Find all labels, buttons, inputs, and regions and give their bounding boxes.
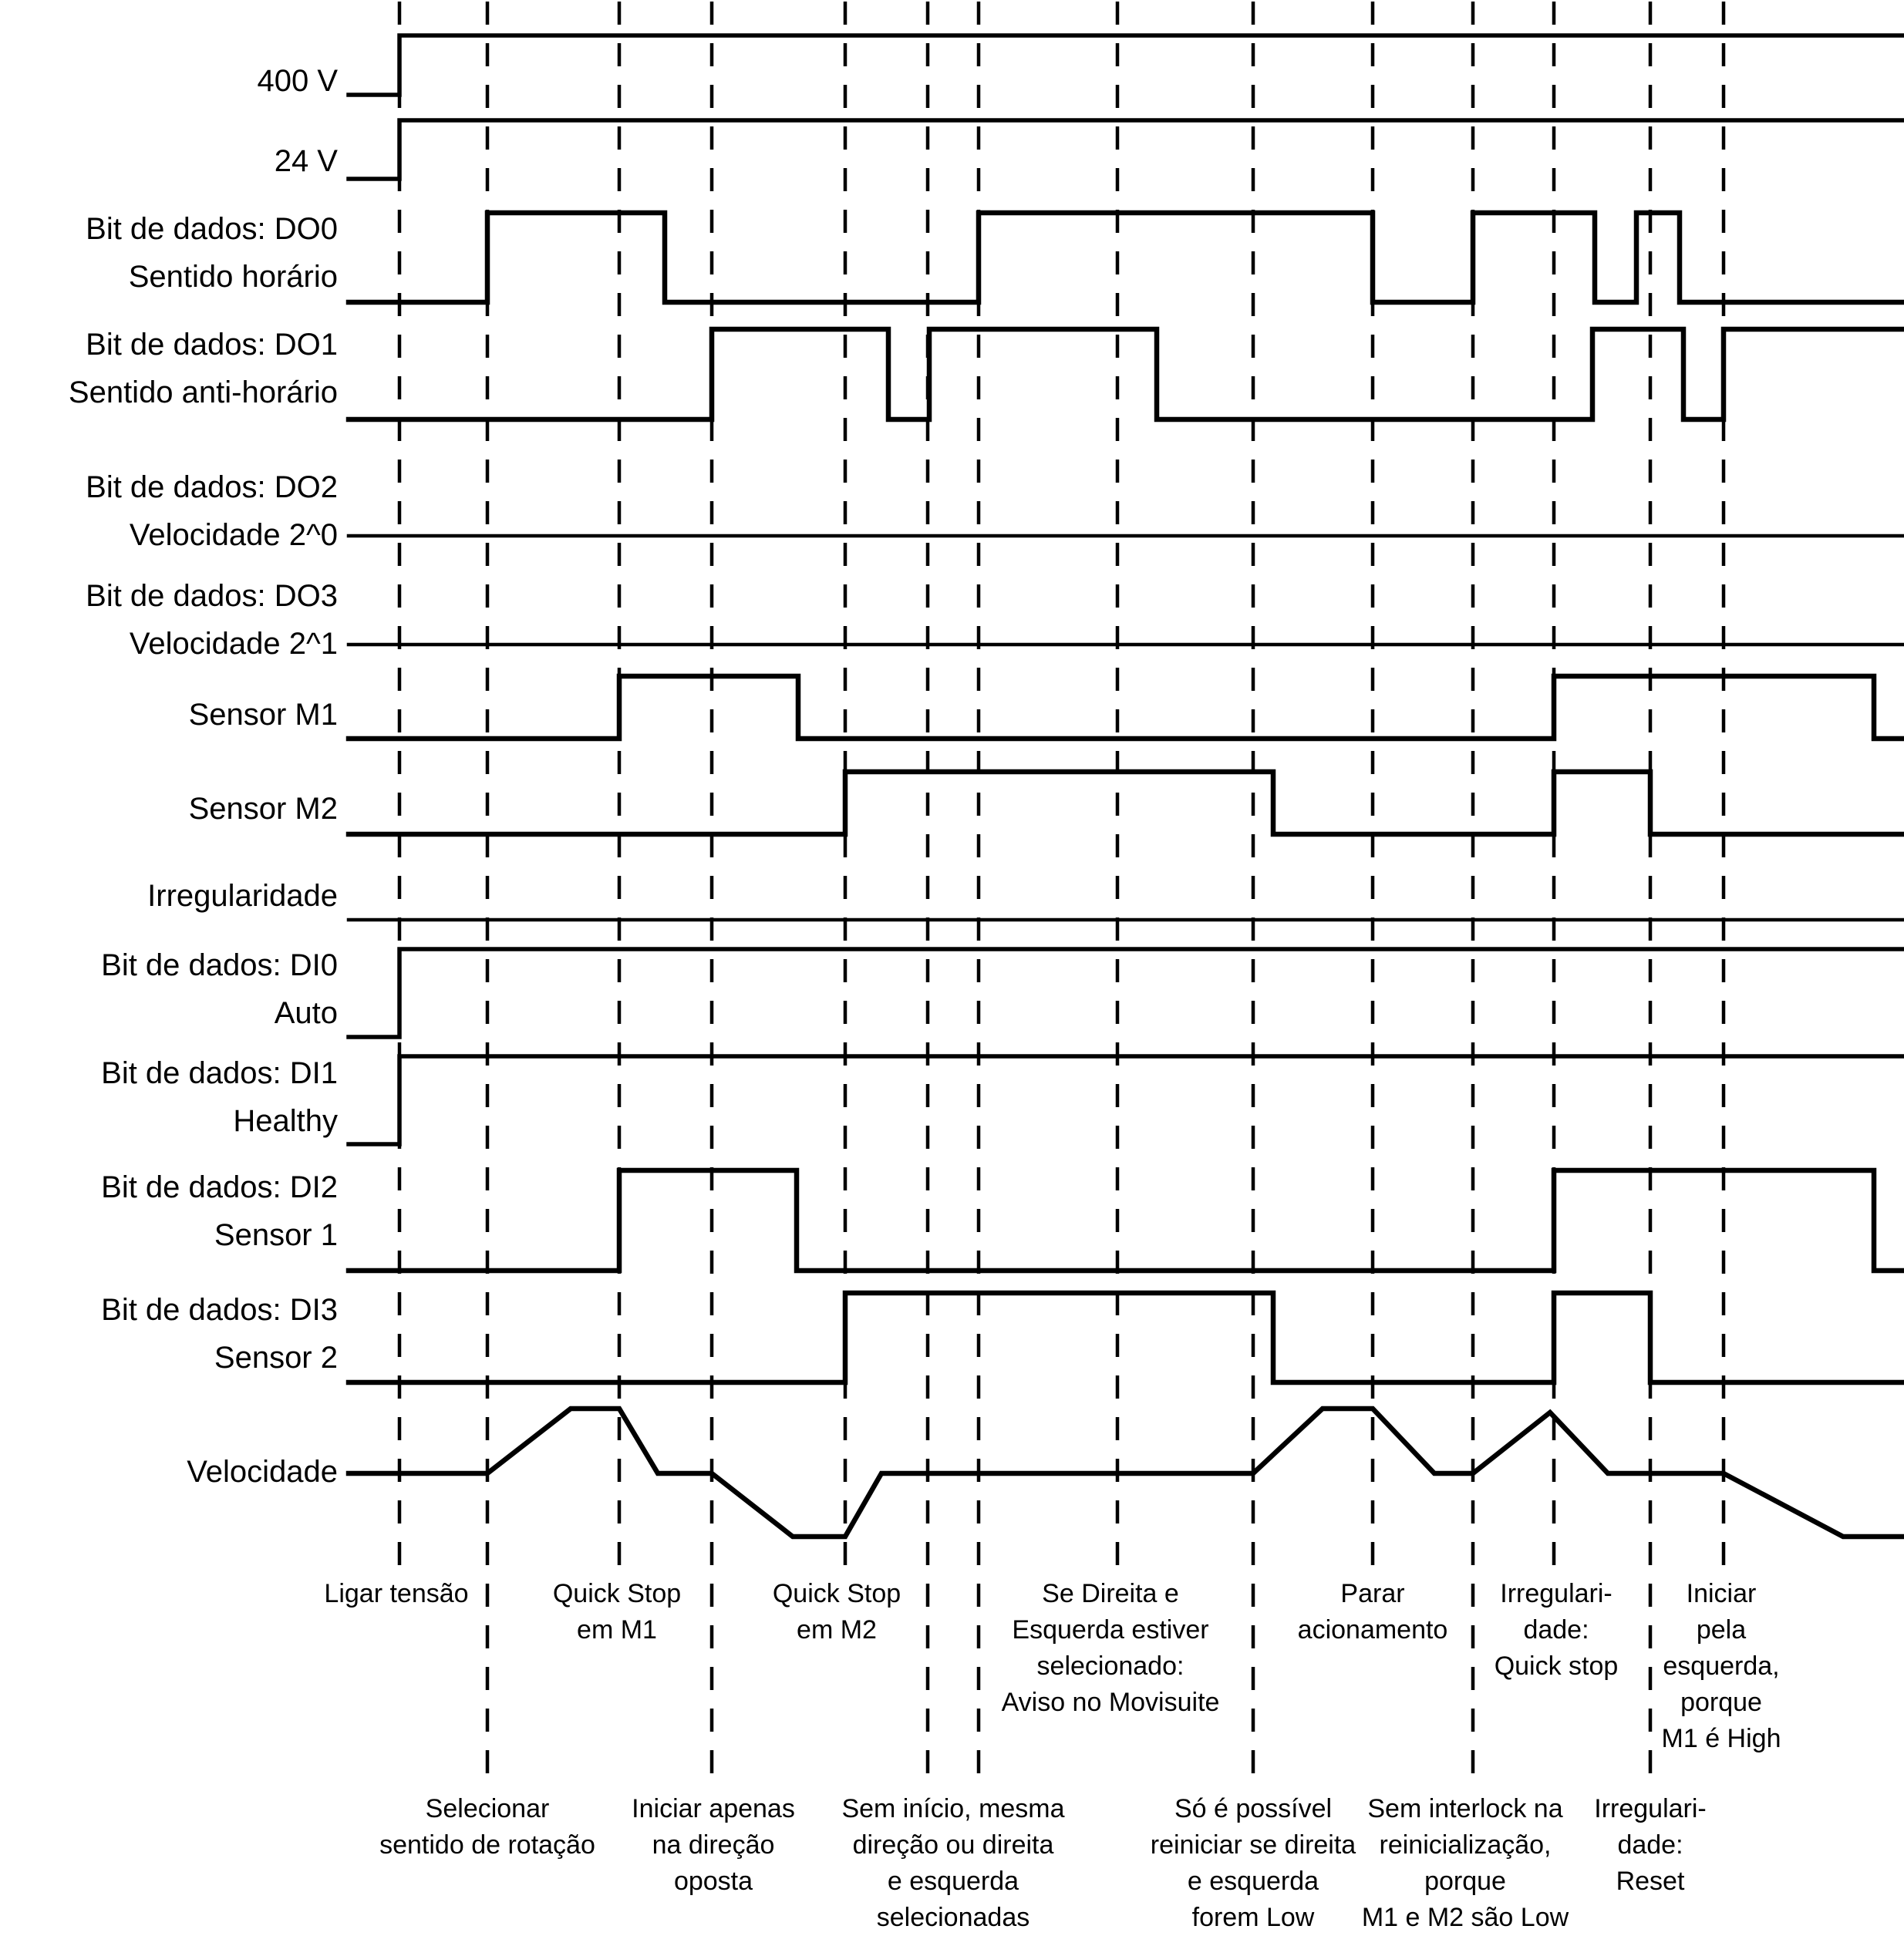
annotation-row1-7: M1 é High: [1661, 1724, 1781, 1753]
annotation-row2-2: na direção: [652, 1830, 775, 1860]
annotation-row1-2: em M1: [577, 1615, 657, 1645]
signal-m2-label: Sensor M2: [188, 792, 338, 826]
signal-di0-label: Bit de dados: DI0: [101, 948, 338, 982]
annotation-row2-1: sentido de rotação: [379, 1830, 595, 1860]
annotation-row1-6: Irregulari-: [1500, 1579, 1613, 1608]
signal-irregularidade-label: Irregularidade: [147, 879, 338, 913]
annotation-row1-1: Ligar tensão: [324, 1579, 469, 1608]
signal-velocidade-waveform: [349, 1409, 1904, 1537]
annotation-row2-3: direção ou direita: [852, 1830, 1054, 1860]
signal-di2-label: Bit de dados: DI2: [101, 1170, 338, 1204]
annotation-row1-4: Aviso no Movisuite: [1001, 1688, 1220, 1717]
annotation-row2-4: reiniciar se direita: [1150, 1830, 1356, 1860]
signal-v400-waveform: [349, 35, 1904, 95]
signal-v24-waveform: [349, 120, 1904, 179]
signal-di2-label: Sensor 1: [214, 1218, 338, 1252]
annotation-row2-3: e esquerda: [887, 1867, 1019, 1896]
signal-velocidade-label: Velocidade: [187, 1455, 338, 1489]
annotation-row2-3: selecionadas: [876, 1903, 1030, 1932]
annotation-row1-7: esquerda,: [1663, 1651, 1780, 1681]
signal-di3-label: Bit de dados: DI3: [101, 1293, 338, 1327]
annotation-row1-2: Quick Stop: [552, 1579, 682, 1608]
annotation-row2-6: Reset: [1616, 1867, 1685, 1896]
signal-di3-label: Sensor 2: [214, 1341, 338, 1375]
signal-do2-label: Velocidade 2^0: [129, 518, 338, 552]
annotation-row1-3: em M2: [797, 1615, 877, 1645]
annotation-row1-7: pela: [1696, 1615, 1747, 1645]
annotation-row2-4: e esquerda: [1187, 1867, 1319, 1896]
signal-m2-waveform: [349, 772, 1904, 834]
annotation-row2-4: forem Low: [1191, 1903, 1315, 1932]
signal-di1-label: Healthy: [233, 1104, 338, 1138]
annotation-row1-5: Parar: [1340, 1579, 1405, 1608]
annotation-row2-4: Só é possível: [1174, 1794, 1333, 1823]
annotation-row2-6: dade:: [1617, 1830, 1683, 1860]
signal-do1-label: Bit de dados: DO1: [86, 328, 338, 362]
annotation-row2-1: Selecionar: [425, 1794, 550, 1823]
annotation-row1-6: Quick stop: [1494, 1651, 1619, 1681]
annotation-row2-5: M1 e M2 são Low: [1361, 1903, 1569, 1932]
signal-m1-label: Sensor M1: [188, 698, 338, 732]
annotation-row2-6: Irregulari-: [1594, 1794, 1707, 1823]
signal-do3-label: Velocidade 2^1: [129, 627, 338, 661]
annotation-row2-2: Iniciar apenas: [632, 1794, 795, 1823]
signal-di2-waveform: [349, 1170, 1904, 1271]
signal-di1-waveform: [349, 1056, 1904, 1144]
signal-v400-label: 400 V: [257, 64, 338, 98]
signal-di0-waveform: [349, 949, 1904, 1037]
annotation-row2-5: Sem interlock na: [1367, 1794, 1563, 1823]
signal-do3-label: Bit de dados: DO3: [86, 579, 338, 613]
annotation-row2-2: oposta: [673, 1867, 753, 1896]
signal-v24-label: 24 V: [274, 144, 338, 178]
annotation-row2-5: reinicialização,: [1379, 1830, 1552, 1860]
signal-do2-label: Bit de dados: DO2: [86, 470, 338, 504]
annotation-row1-4: selecionado:: [1036, 1651, 1185, 1681]
annotation-row2-5: porque: [1424, 1867, 1506, 1896]
annotation-row1-6: dade:: [1523, 1615, 1589, 1645]
signal-do0-waveform: [349, 213, 1904, 302]
signal-do1-waveform: [349, 329, 1904, 419]
annotation-row2-3: Sem início, mesma: [841, 1794, 1065, 1823]
signal-di3-waveform: [349, 1293, 1904, 1382]
signal-di1-label: Bit de dados: DI1: [101, 1056, 338, 1090]
annotation-row1-3: Quick Stop: [772, 1579, 901, 1608]
signal-di0-label: Auto: [274, 996, 338, 1030]
signal-m1-waveform: [349, 676, 1904, 739]
annotation-row1-7: porque: [1680, 1688, 1762, 1717]
annotation-row1-7: Iniciar: [1686, 1579, 1757, 1608]
signal-do0-label: Sentido horário: [128, 260, 338, 294]
annotation-row1-4: Se Direita e: [1042, 1579, 1179, 1608]
signal-do0-label: Bit de dados: DO0: [86, 212, 338, 246]
annotation-row1-5: acionamento: [1297, 1615, 1448, 1645]
signal-do1-label: Sentido anti-horário: [68, 375, 338, 409]
annotation-row1-4: Esquerda estiver: [1012, 1615, 1209, 1645]
